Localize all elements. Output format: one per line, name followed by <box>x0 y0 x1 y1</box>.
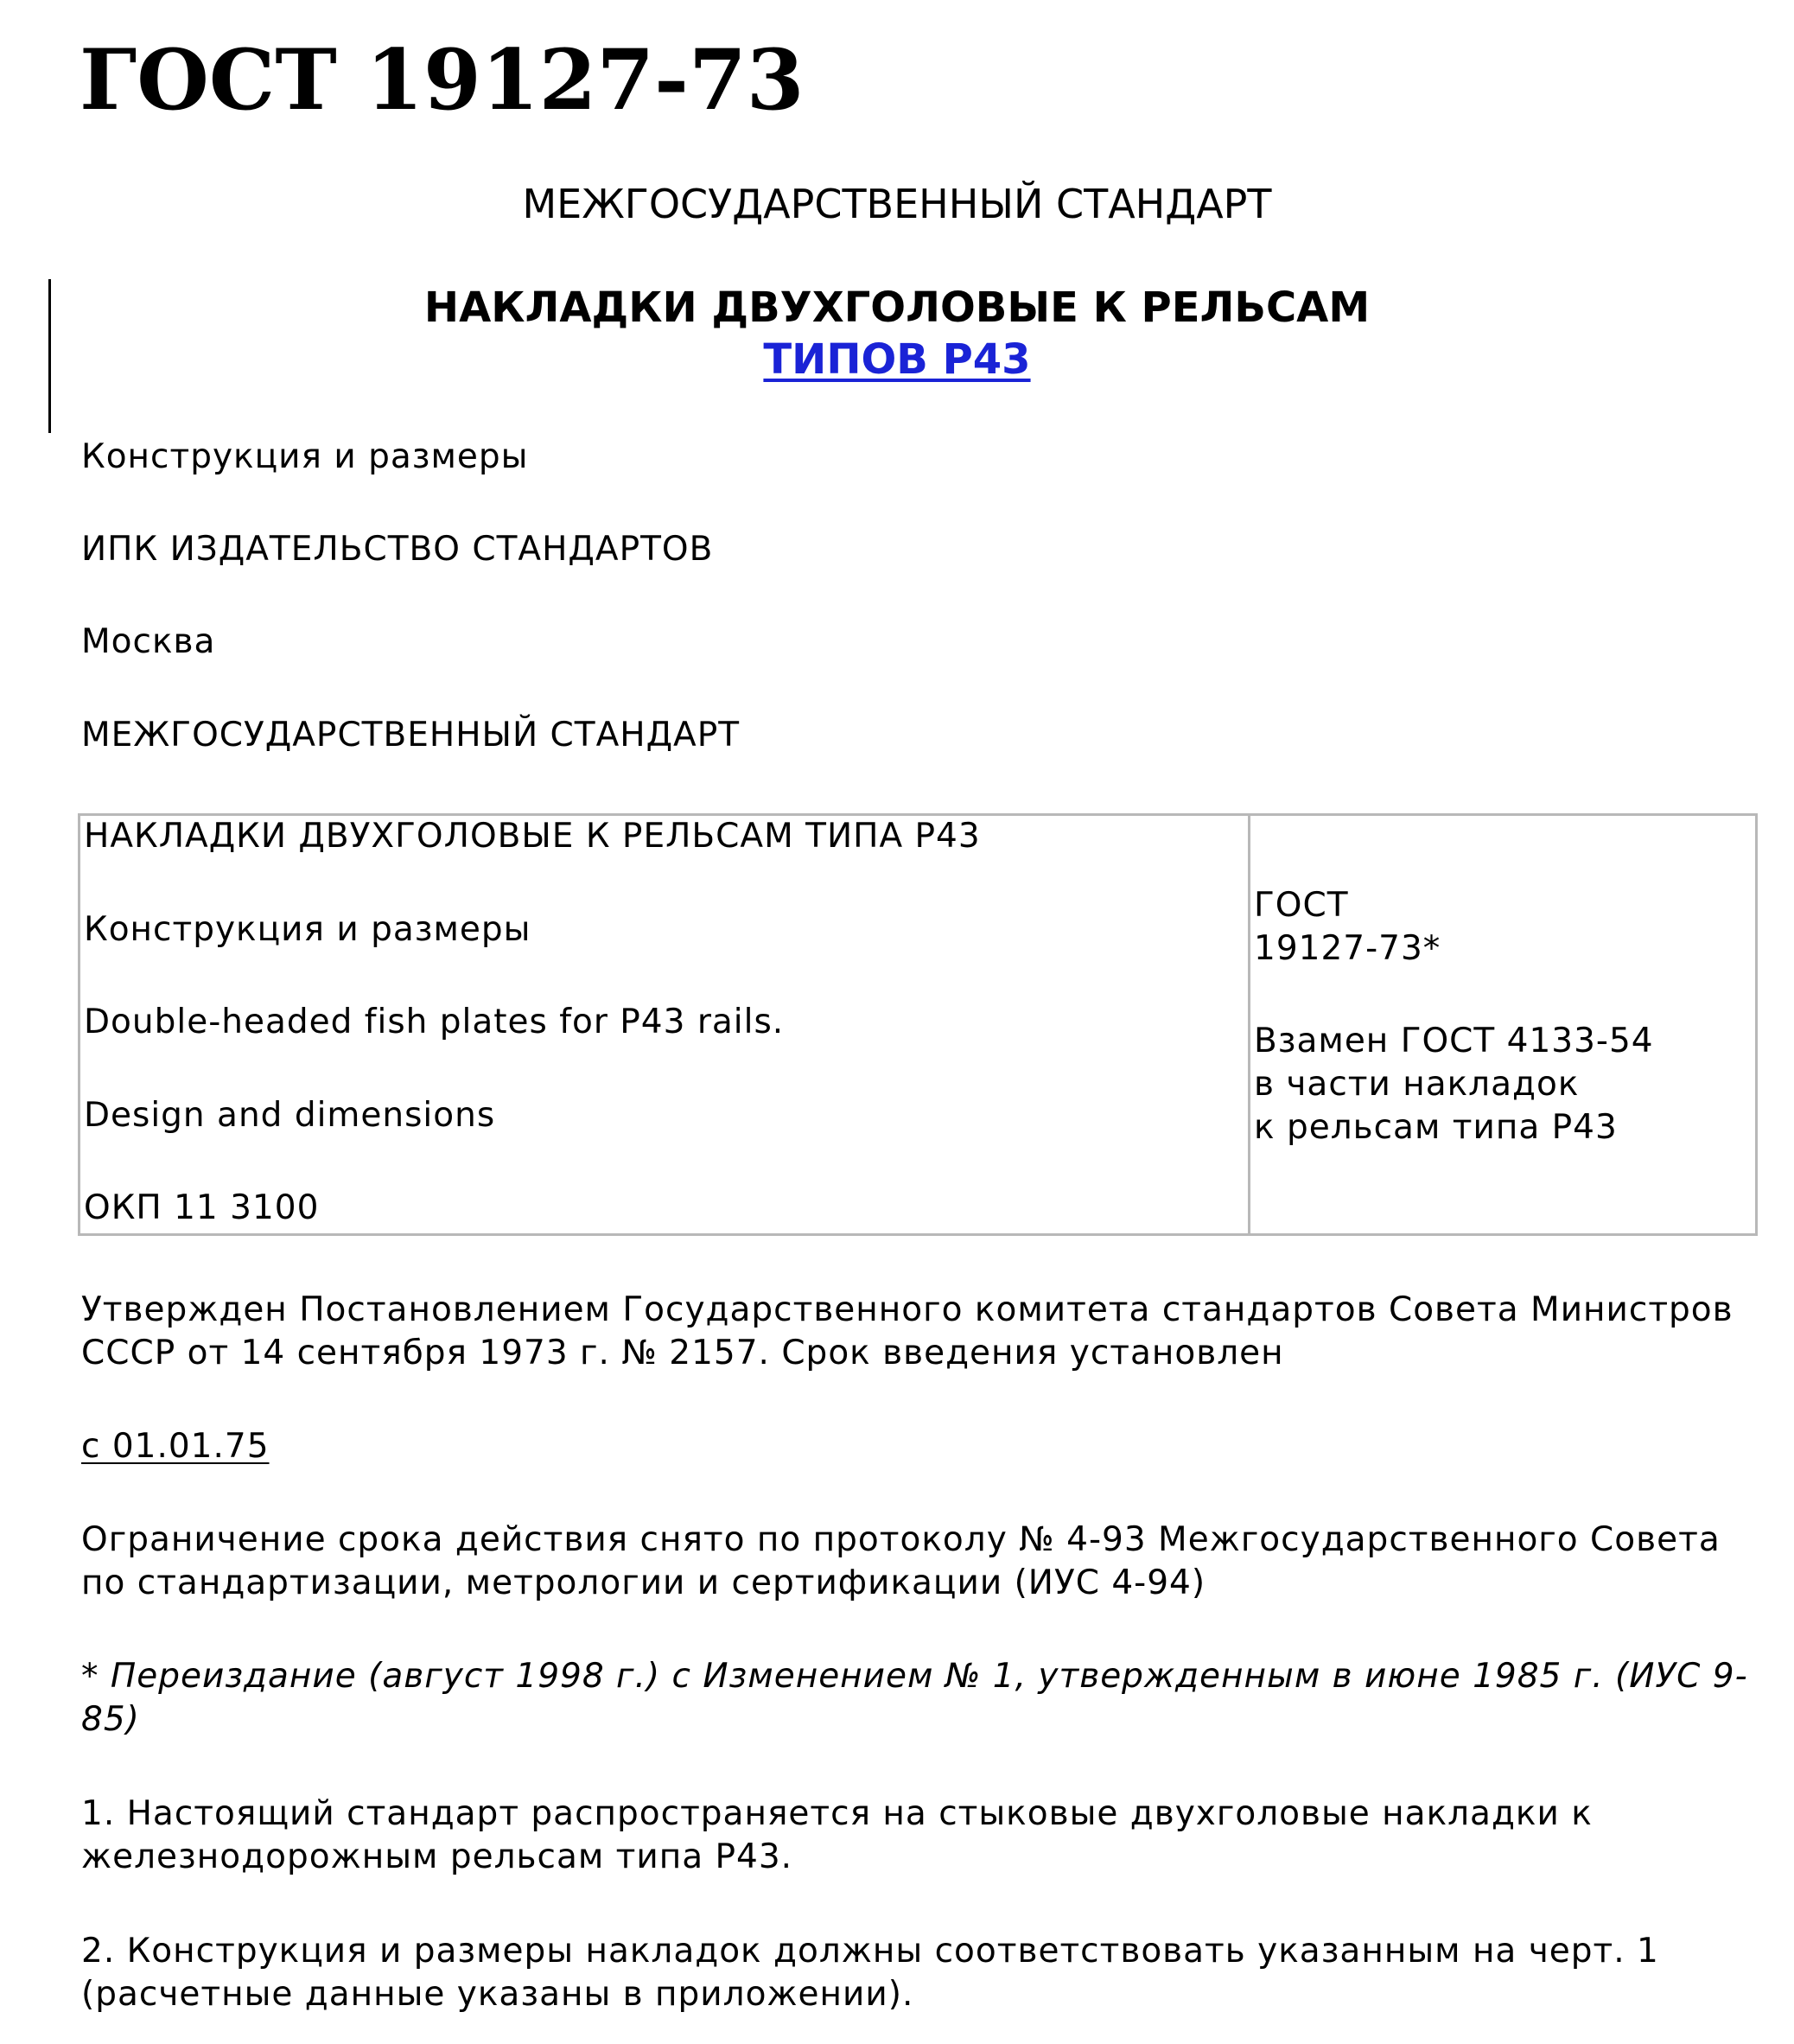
metadata-left-cell <box>80 816 1250 1233</box>
standard-metadata-table <box>78 813 1758 1236</box>
standard-type-heading: МЕЖГОСУДАРСТВЕННЫЙ СТАНДАРТ <box>522 181 1272 227</box>
title-ru: НАКЛАДКИ ДВУХГОЛОВЫЕ К РЕЛЬСАМ ТИПА Р43 <box>84 817 981 856</box>
replaces-line-2: в части накладок <box>1254 1065 1580 1104</box>
publisher-city: Москва <box>81 622 216 661</box>
document-title-line-1: НАКЛАДКИ ДВУХГОЛОВЫЕ К РЕЛЬСАМ <box>423 283 1371 332</box>
gost-number: 19127-73* <box>1254 929 1441 968</box>
approval-paragraph: Утвержден Постановлением Государственного комитета стандартов Совета Министров СССР от 14 сентября 1973 г. № 2157. Срок введения установлен <box>81 1290 1734 1372</box>
reissue-note: * Переиздание (август 1998 г.) с Изменением № 1, утвержденным в июне 1985 г. (ИУС 9-85) <box>81 1657 1748 1739</box>
title-en: Double-headed fish plates for P43 rails. <box>84 1003 785 1041</box>
limitation-paragraph: Ограничение срока действия снято по протоколу № 4-93 Межгосударственного Совета по стандартизации, метрологии и сертификации (ИУС 4-94) <box>81 1520 1721 1602</box>
gost-label: ГОСТ <box>1254 886 1349 925</box>
standard-kind: МЕЖГОСУДАРСТВЕННЫЙ СТАНДАРТ <box>81 716 741 755</box>
document-title-line-2 <box>0 332 1794 387</box>
clause-1: 1. Настоящий стандарт распространяется на стыковые двухголовые накладки к железнодорожным рельсам типа Р43. <box>81 1794 1593 1876</box>
clause-2: 2. Конструкция и размеры накладок должны соответствовать указанным на черт. 1 (расчетные данные указаны в приложении). <box>81 1932 1659 2014</box>
publisher-name: ИПК ИЗДАТЕЛЬСТВО СТАНДАРТОВ <box>81 530 714 569</box>
replaces-line-3: к рельсам типа Р43 <box>1254 1108 1618 1147</box>
okp-code: ОКП 11 3100 <box>84 1188 320 1227</box>
subtitle-ru: Конструкция и размеры <box>84 910 531 949</box>
rail-type-link[interactable]: ТИПОВ Р43 <box>763 335 1031 384</box>
effective-date: с 01.01.75 <box>81 1427 270 1466</box>
subtitle-en: Design and dimensions <box>84 1096 496 1135</box>
intro-subtitle: Конструкция и размеры <box>81 437 529 476</box>
page-title: ГОСТ 19127-73 <box>80 31 805 129</box>
replaces-line-1: Взамен ГОСТ 4133-54 <box>1254 1022 1654 1060</box>
